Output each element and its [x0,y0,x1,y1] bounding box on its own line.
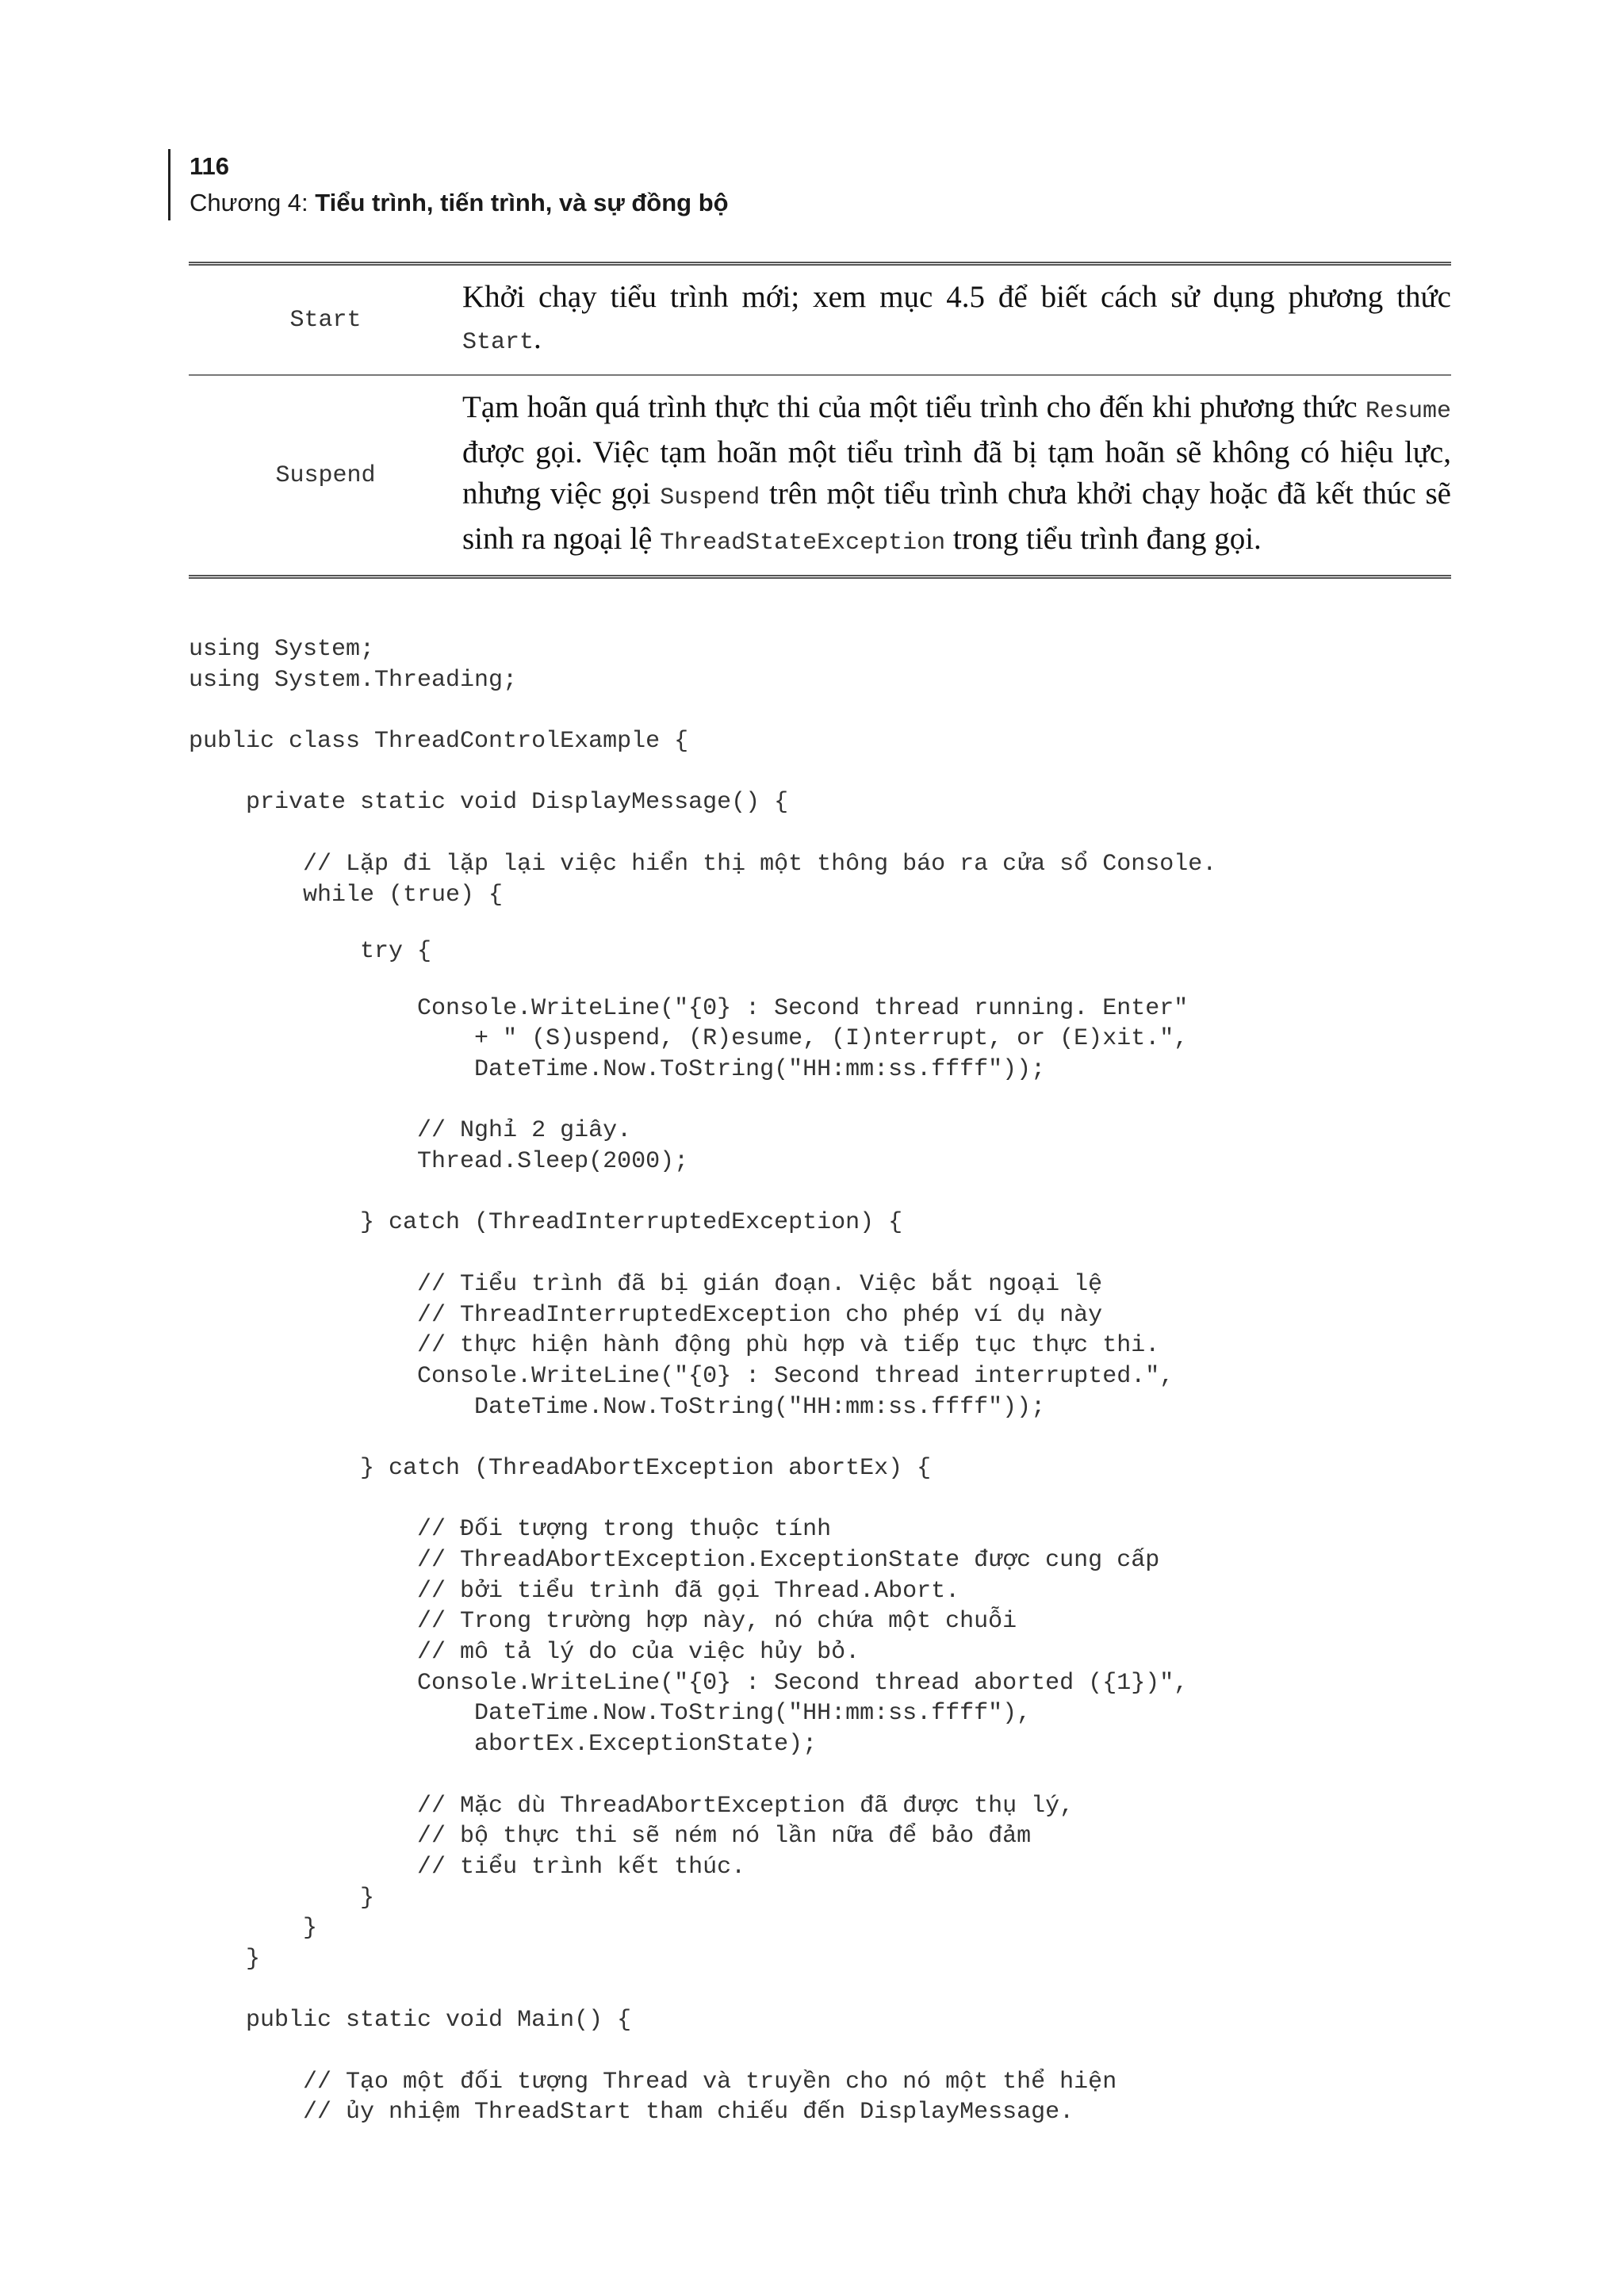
code-line: DateTime.Now.ToString("HH:mm:ss.ffff")); [189,1393,1046,1421]
code-line: while (true) { [189,881,504,909]
code-line: // mô tả lý do của việc hủy bỏ. [189,1639,860,1667]
code-line: } catch (ThreadInterruptedException) { [189,1209,903,1237]
description-text: trên một tiểu trình chưa khởi chạy hoặc đã kết thúc sẽ sinh ra ngoại lệ [462,477,1451,556]
inline-code: Start [462,329,534,356]
description-text: trong tiểu trình đang gọi. [945,522,1262,556]
code-line: // Tạo một đối tượng Thread và truyền cho nó một thể hiện [189,2068,1117,2096]
code-line: DateTime.Now.ToString("HH:mm:ss.ffff")); [189,1056,1046,1084]
page-header [168,149,903,220]
code-line: Console.WriteLine("{0} : Second thread aborted ({1})", [189,1669,1189,1697]
code-line: DateTime.Now.ToString("HH:mm:ss.ffff"), [189,1700,1032,1728]
code-line: public static void Main() { [189,2007,632,2035]
code-line: + " (S)uspend, (R)esume, (I)nterrupt, or (E)xit.", [189,1025,1189,1053]
code-line: // bộ thực thi sẽ ném nó lần nữa để bảo đảm [189,1823,1032,1851]
code-line: try { [189,938,432,966]
description-text: Tạm hoãn quá trình thực thi của một tiểu trình cho đến khi phương thức [462,390,1365,424]
description-text: Khởi chạy tiểu trình mới; xem mục 4.5 để biết cách sử dụng phương thức [462,280,1451,314]
code-line: } catch (ThreadAbortException abortEx) { [189,1454,932,1482]
code-line: // Nghỉ 2 giây. [189,1117,632,1145]
method-description [462,264,1451,376]
code-line: using System.Threading; [189,666,518,694]
code-line: // Lặp đi lặp lại việc hiển thị một thông báo ra cửa sổ Console. [189,850,1217,878]
code-line: // bởi tiểu trình đã gọi Thread.Abort. [189,1577,960,1605]
code-line: // ThreadInterruptedException cho phép ví dụ này [189,1301,1103,1329]
methods-table [189,262,1451,579]
code-line: using System; [189,636,375,663]
description-text: được gọi. Việc tạm hoãn một tiểu trình đã bị tạm hoãn sẽ không có hiệu lực, nhưng việc gọi [462,435,1451,511]
code-line: } [189,1945,261,1973]
inline-code: Resume [1365,398,1451,425]
inline-code: Suspend [660,484,760,511]
code-line: // ủy nhiệm ThreadStart tham chiếu đến DisplayMessage. [189,2099,1074,2126]
code-line: public class ThreadControlExample { [189,728,689,756]
chapter-heading [190,186,903,220]
table-row [189,264,1451,376]
method-name: Suspend [189,375,462,577]
table-row [189,375,1451,577]
method-description [462,375,1451,577]
description-text: . [534,321,542,355]
code-line: private static void DisplayMessage() { [189,789,789,817]
code-line: // Tiểu trình đã bị gián đoạn. Việc bắt ngoại lệ [189,1270,1103,1298]
code-line: } [189,1915,318,1943]
code-line: Console.WriteLine("{0} : Second thread running. Enter" [189,994,1189,1022]
code-line: // Trong trường hợp này, nó chứa một chuỗi [189,1608,1017,1636]
method-name: Start [289,306,362,334]
code-line: Console.WriteLine("{0} : Second thread interrupted.", [189,1362,1174,1390]
chapter-label: Chương 4: [190,189,316,216]
code-line: abortEx.ExceptionState); [189,1731,818,1759]
code-line: // Đối tượng trong thuộc tính [189,1516,832,1544]
code-listing [189,634,1473,2128]
code-line: // ThreadAbortException.ExceptionState được cung cấp [189,1547,1160,1575]
code-line: // Mặc dù ThreadAbortException đã được thụ lý, [189,1792,1074,1820]
chapter-title: Tiểu trình, tiến trình, và sự đồng bộ [315,189,729,216]
code-line: Thread.Sleep(2000); [189,1148,689,1176]
page-number: 116 [190,152,230,180]
code-line: } [189,1884,375,1912]
code-line: // thực hiện hành động phù hợp và tiếp tục thực thi. [189,1332,1160,1360]
code-line: // tiểu trình kết thúc. [189,1853,746,1881]
inline-code: ThreadStateException [660,530,946,557]
